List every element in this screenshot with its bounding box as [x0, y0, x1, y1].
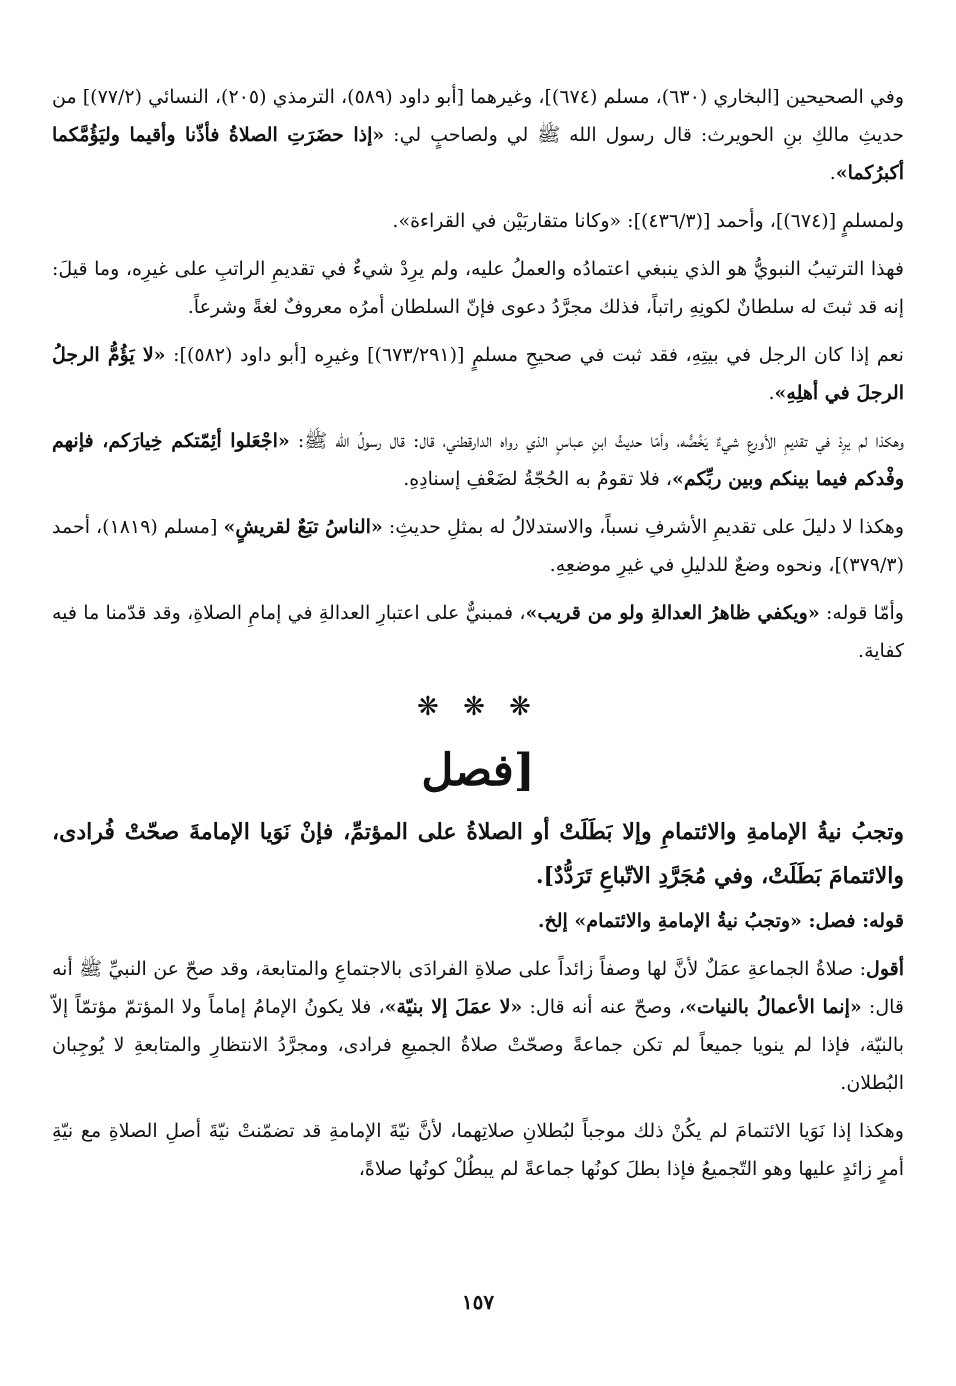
aqulu-label: أقول: [866, 958, 904, 980]
hadith-quote: «اجْعَلوا أئِمّتكم خِيارَكم، فإنهم وفْدكم فيما بينكم وبين ربِّكم»: [52, 430, 904, 490]
page-body: [52, 78, 904, 1198]
hadith-quote: «لا عمَلَ إلا بنيّة»: [384, 996, 523, 1018]
paragraph-text: .: [829, 162, 836, 184]
paragraph-text: ، وصحّ عنه أنه قال:: [522, 996, 686, 1018]
section-heading: [فصل: [421, 745, 535, 796]
qawluhu-line: [52, 902, 904, 940]
paragraph-text: ، فلا تقومُ به الحُجّةُ لضَعْفِ إسنادِهِ.: [403, 468, 672, 490]
paragraph-last: وهكذا إذا نَوَيا الائتمامَ لم يكُنْ ذلك موجباً لبُطلانِ صلاتِهما، لأنَّ نيّةَ الإمامةِ قد تضمّنتْ نيّةَ أصلِ الصلاةِ مع نيّةِ أمرٍ زائدٍ عليها وهو التّجميعُ فإذا بطلَ كونُها جماعةً لم يبطُلْ كونُها صلاةً،: [52, 1120, 904, 1180]
paragraph-bayt: [52, 336, 904, 412]
paragraph-text: وهكذا لم يرِدْ في تقديمِ الأورعِ شيءٌ يَخُصُّه، وأمّا حديثُ ابنِ عباسٍ الذي رواه الدارقطني، قال: قال رسولُ الله ﷺ:: [289, 430, 905, 452]
paragraph-sahihain: [52, 78, 904, 192]
paragraph-text: وأمّا قوله:: [819, 602, 904, 624]
section-separator: ❋ ❋ ❋: [417, 692, 539, 722]
hadith-quote: «إنما الأعمالُ بالنيات»: [685, 996, 862, 1018]
hadith-quote: «الناسُ تبَعٌ لقريشٍ»: [223, 516, 383, 538]
paragraph-ashraf: [52, 508, 904, 584]
paragraph-text: .: [768, 382, 775, 404]
paragraph-text: وفي الصحيحين [البخاري (٦٣٠)، مسلم (٦٧٤)]، وغيرهما [أبو داود (٥٨٩)، الترمذي (٢٠٥)، النسائي (٧٧/٢)] من حديثِ مالكِ بنِ الحويرث: قال رسول الله ﷺ لي ولصاحبٍ لي:: [52, 86, 905, 146]
paragraph-text: : صلاةُ الجماعةِ عمَلٌ لأنَّ لها وصفاً زائداً على صلاةِ الفرادَى بالاجتماعِ والمتابعة، وقد صحّ عن النبيِّ ﷺ أنه قال:: [52, 958, 905, 1018]
paragraph-text: ، فمبنيٌّ على اعتبارِ العدالةِ في إمامِ الصلاةِ، وقد قدّمنا ما فيه كفاية.: [52, 602, 904, 662]
paragraph-text: وهكذا لا دليلَ على تقديمِ الأشرفِ نسباً، والاستدلالُ له بمثلِ حديثِ:: [382, 516, 904, 538]
paragraph-text: فهذا الترتيبُ النبويُّ هو الذي ينبغي اعتمادُه والعملُ عليه، ولم يرِدْ شيءٌ في تقديمِ الراتبِ على غيرِه، وما قيلَ: إنه قد ثبتَ له سلطانٌ لكونِهِ راتباً، فذلك مجرَّدُ دعوى فإنّ السلطان أمرُه معروفٌ لغةً وشرعاً.: [52, 258, 904, 318]
paragraph-muslim: [52, 202, 904, 240]
hadith-quote: «ويكفي ظاهرُ العدالةِ ولو من قريب»: [525, 602, 820, 624]
page-number: ١٥٧: [461, 1290, 495, 1314]
paragraph-awra: [52, 422, 904, 498]
paragraph-text: نعم إذا كان الرجل في بيتِهِ، فقد ثبت في صحيحِ مسلمٍ [(٦٧٣/٢٩١)] وغيرِه [أبو داود (٥٨٢)]:: [165, 344, 904, 366]
qawluhu-text: قوله: فصل: «وتجبُ نيةُ الإمامةِ والائتمام» إلخ.: [537, 910, 904, 932]
matn-text: وتجبُ نيةُ الإمامةِ والائتمامِ وإلا بَطَلَتْ أو الصلاةُ على المؤتمِّ، فإنْ نَوَيا الإمامةَ صحّتْ فُرادى، والائتمامَ بَطَلَتْ، وفي مُجَرَّدِ الاتّباعِ تَرَدُّدٌ].: [52, 819, 904, 889]
paragraph-aqulu: [52, 950, 904, 1102]
paragraph-adala: [52, 594, 904, 670]
paragraph-tartib: [52, 250, 904, 326]
hadith-quote: «لا يَؤُمُّ الرجلُ الرجلَ في أهلِهِ»: [52, 344, 904, 404]
paragraph-text: ، فلا يكونُ الإمامُ إماماً ولا المؤتمّ مؤتمّاً إلاّ بالنيّة، فإذا لم ينويا جميعاً لم تكن جماعةً وصحّتْ صلاةُ الجميعِ فرادى، ومجرَّدُ الانتظارِ والمتابعةِ لا يُوجِبان البُطلان.: [52, 996, 904, 1094]
paragraph-text: [مسلم (١٨١٩)، أحمد (٣٧٩/٣)]، ونحوه وضعٌ للدليلِ في غيرِ موضعِهِ.: [52, 516, 904, 576]
paragraph-text: ولمسلمٍ [(٦٧٤)]، وأحمد [(٤٣٦/٣)]: «وكانا متقاربَيْن في القراءة».: [392, 210, 904, 232]
hadith-quote: «إذا حضَرَتِ الصلاةُ فأذّنا وأقيما وليَؤُمَّكما أكبرُكما»: [52, 124, 904, 184]
